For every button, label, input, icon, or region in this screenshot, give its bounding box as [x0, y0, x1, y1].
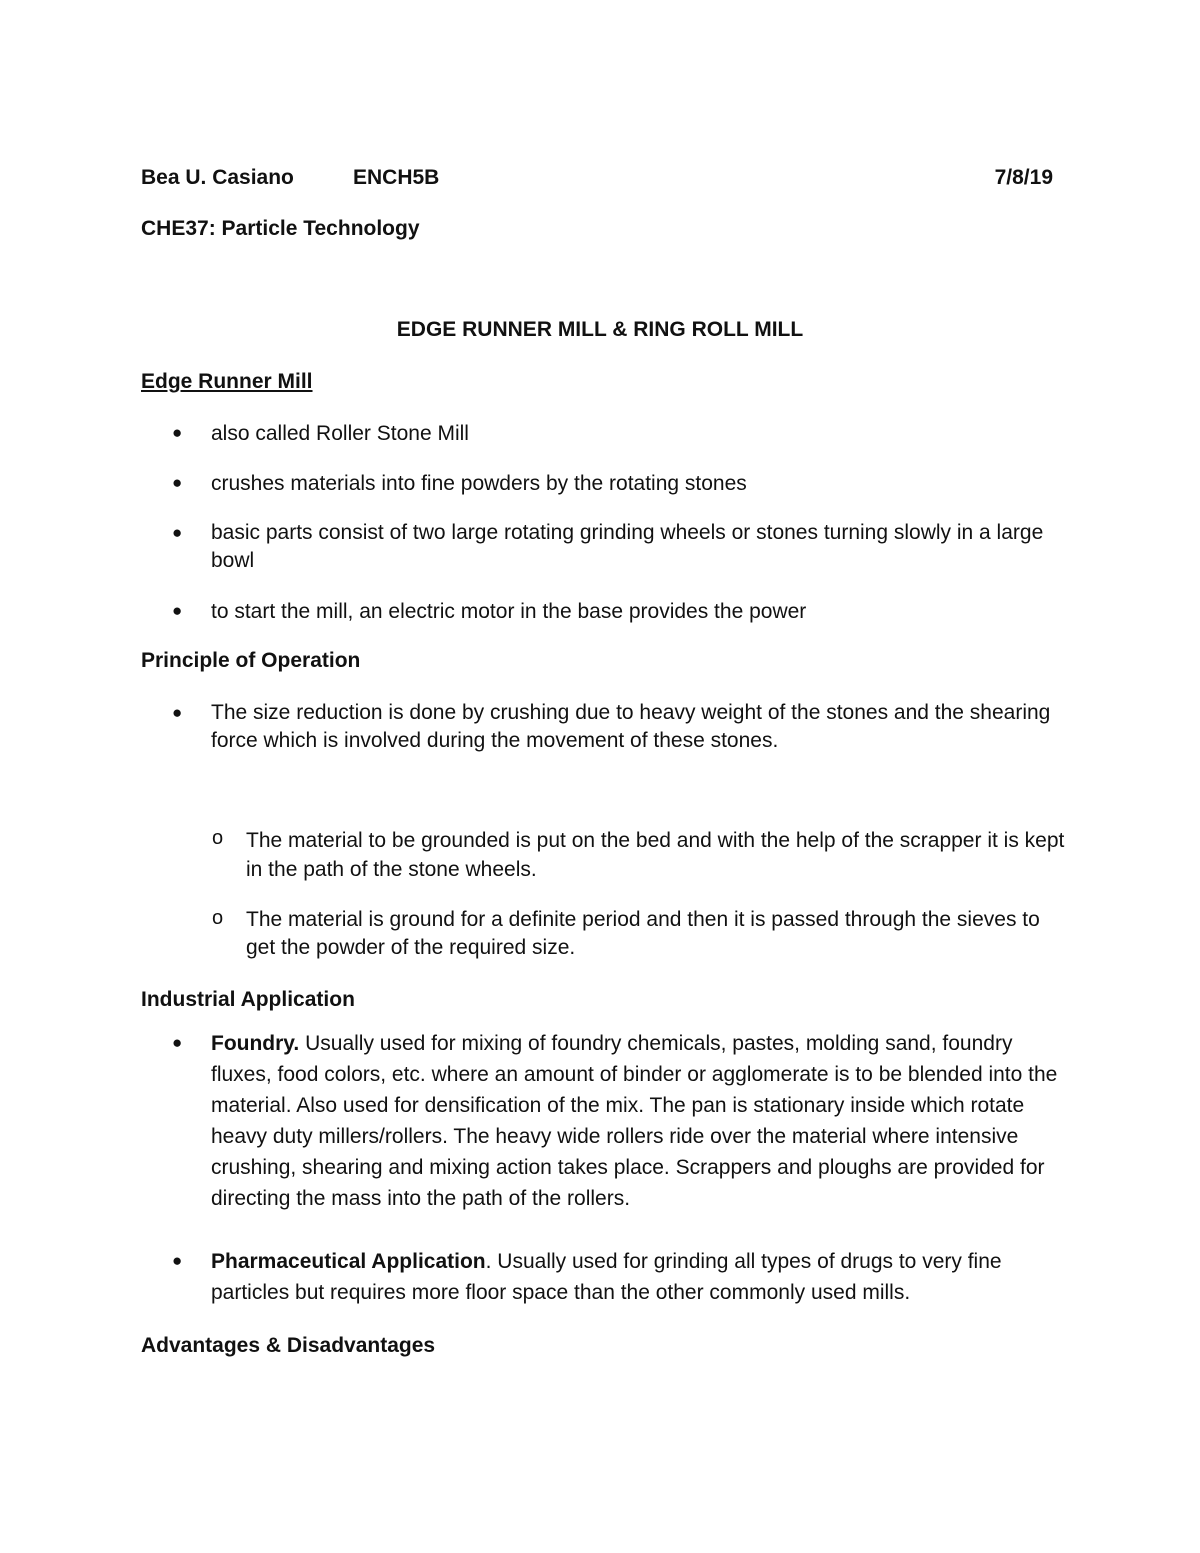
bullet-icon: ●	[172, 601, 183, 620]
bullet-icon: ●	[172, 703, 183, 722]
author-name: Bea U. Casiano	[141, 166, 294, 189]
course-title: CHE37: Particle Technology	[141, 217, 420, 240]
list-item: The size reduction is done by crushing due to heavy weight of the stones and the shearing force which is involved during the movement of these stones.	[211, 701, 1051, 752]
header-row	[141, 166, 1053, 194]
sub-bullet-icon: o	[212, 907, 224, 929]
bullet-icon: ●	[172, 473, 183, 492]
section-heading-edge-runner: Edge Runner Mill	[141, 370, 313, 393]
list-item-pharmaceutical	[211, 1246, 1071, 1308]
sub-bullet-icon: o	[212, 827, 224, 849]
list-item-foundry	[211, 1028, 1071, 1214]
term-foundry: Foundry.	[211, 1032, 300, 1055]
section-heading-principle: Principle of Operation	[141, 649, 361, 672]
bullet-icon: ●	[172, 1033, 183, 1052]
list-item: to start the mill, an electric motor in the base provides the power	[211, 600, 807, 623]
section-code: ENCH5B	[353, 166, 440, 189]
term-pharmaceutical: Pharmaceutical Application	[211, 1250, 486, 1273]
document-title: EDGE RUNNER MILL & RING ROLL MILL	[396, 318, 804, 341]
list-item: also called Roller Stone Mill	[211, 422, 469, 445]
pharmaceutical-description: . Usually used for grinding all types of drugs to very fine particles but requires more floor space than the other commonly used mills.	[211, 1250, 1002, 1304]
sub-list-item: The material to be grounded is put on the bed and with the help of the scrapper it is kept in the path of the stone wheels.	[246, 829, 1065, 881]
document-date: 7/8/19	[994, 166, 1053, 189]
section-heading-industrial: Industrial Application	[141, 988, 355, 1011]
bullet-icon: ●	[172, 423, 183, 442]
foundry-description: Usually used for mixing of foundry chemicals, pastes, molding sand, foundry fluxes, food colors, etc. where an amount of binder or agglomerate is to be blended into the material. Also used for densification of the mix. The pan is stationary inside which rotate heavy duty millers/rollers. The heavy wide rollers ride over the material where intensive crushing, shearing and mixing action takes place. Scrappers and ploughs are provided for directing the mass into the path of the rollers.	[211, 1032, 1058, 1210]
bullet-icon: ●	[172, 1251, 183, 1270]
bullet-icon: ●	[172, 523, 183, 542]
list-item: basic parts consist of two large rotating grinding wheels or stones turning slowly in a large bowl	[211, 521, 1044, 572]
list-item: crushes materials into fine powders by the rotating stones	[211, 472, 747, 495]
section-heading-advantages: Advantages & Disadvantages	[141, 1334, 436, 1357]
sub-list-item: The material is ground for a definite period and then it is passed through the sieves to get the powder of the required size.	[246, 908, 1040, 959]
